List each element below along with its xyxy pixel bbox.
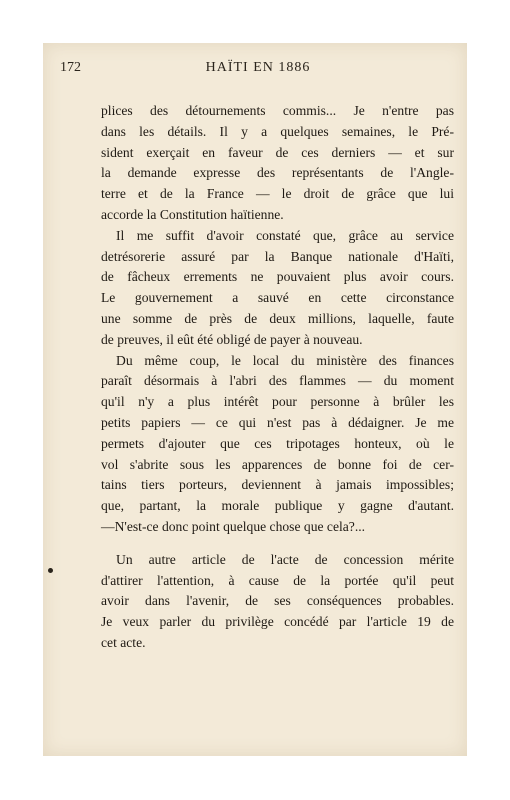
running-title: HAÏTI EN 1886 [205, 60, 311, 75]
text-line: terre et de la France — le droit de grâce que lui [101, 186, 454, 202]
page-number: 172 [60, 60, 81, 75]
text-line: la demande expresse des représentants de l'Angle- [101, 165, 454, 181]
paragraph-2 [101, 226, 454, 351]
page-header [58, 60, 458, 80]
text-line: paraît désormais à l'abri des flammes — du moment [101, 373, 454, 389]
text-line: —N'est-ce donc point quelque chose que cela?... [101, 518, 366, 534]
paragraph-gap [101, 538, 454, 550]
text-line: Un autre article de l'acte de concession mérite [116, 551, 454, 567]
text-line: permets d'ajouter que ces tripotages honteux, où le [101, 435, 454, 451]
ink-spot [48, 568, 53, 573]
text-line: Je veux parler du privilège concédé par l'article 19 de [101, 614, 454, 630]
text-line: qu'il n'y a plus intérêt pour personne à brûler les [101, 394, 454, 410]
text-line: une somme de près de deux millions, laquelle, faute [101, 310, 454, 326]
text-line: plices des détournements commis... Je n'entre pas [101, 103, 454, 118]
text-line: tains tiers porteurs, deviennent à jamais impossibles; [101, 477, 454, 493]
text-line: de fâcheux errements ne pouvaient plus avoir cours. [101, 269, 454, 285]
body-text [101, 101, 454, 654]
text-line: que, partant, la morale publique y gagne d'autant. [101, 498, 454, 514]
text-line: cet acte. [101, 634, 146, 650]
text-line: avoir dans l'avenir, de ses conséquences probables. [101, 593, 454, 609]
paragraph-4 [101, 550, 454, 654]
text-line: dans les détails. Il y a quelques semaines, le Pré- [101, 123, 454, 139]
text-line: Le gouvernement a sauvé en cette circonstance [101, 290, 454, 306]
text-line: de preuves, il eût été obligé de payer à nouveau. [101, 331, 363, 347]
text-line: Il me suffit d'avoir constaté que, grâce au service [116, 227, 454, 243]
text-line: detrésorerie assuré par la Banque nationale d'Haïti, [101, 248, 454, 264]
text-line: accorde la Constitution haïtienne. [101, 206, 284, 222]
text-line: Du même coup, le local du ministère des finances [116, 352, 454, 368]
text-line: d'attirer l'attention, à cause de la portée qu'il peut [101, 572, 454, 588]
text-line: petits papiers — ce qui n'est pas à dédaigner. Je me [101, 414, 454, 430]
text-line: sident exerçait en faveur de ces derniers — et sur [101, 144, 454, 160]
text-line: vol s'abrite sous les apparences de bonne foi de cer- [101, 456, 454, 472]
paragraph-3 [101, 351, 454, 538]
paragraph-1 [101, 101, 454, 226]
